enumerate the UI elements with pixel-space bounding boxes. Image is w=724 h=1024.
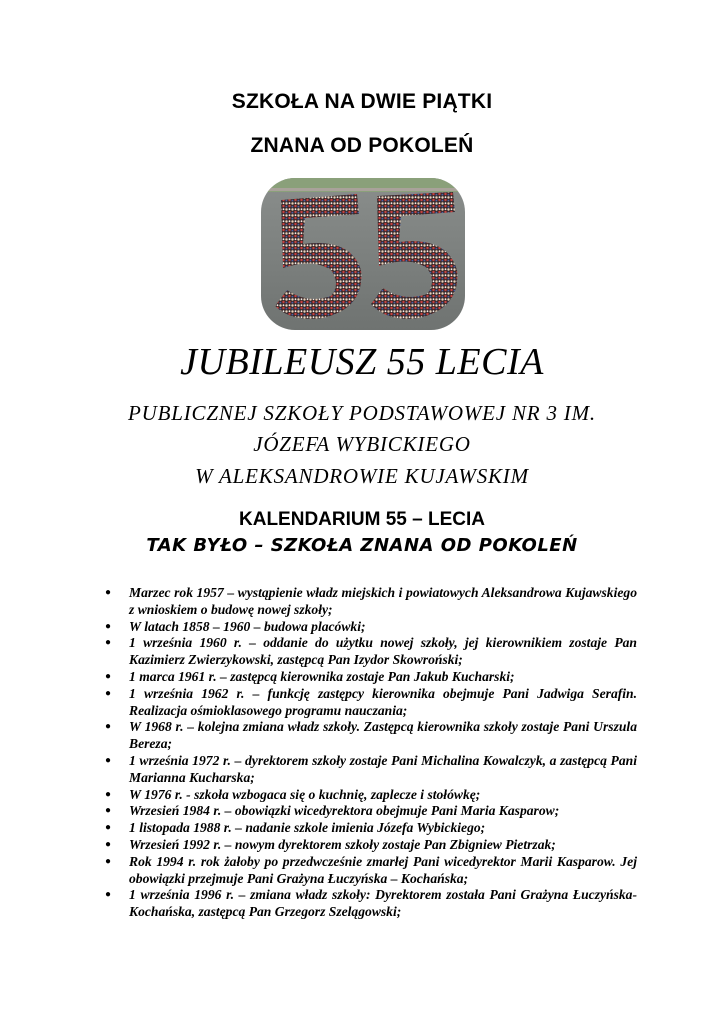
bullet-icon: ● <box>105 822 112 834</box>
event-text: Wrzesień 1984 r. – obowiązki wicedyrektora obejmuje Pani Maria Kasparow; <box>129 803 560 819</box>
list-item <box>105 787 637 804</box>
bullet-icon: ● <box>105 805 112 817</box>
list-item <box>105 803 637 820</box>
event-text: 1 marca 1961 r. – zastępcą kierownika zostaje Pan Jakub Kucharski; <box>129 668 515 684</box>
list-item <box>105 837 637 854</box>
bullet-icon: ● <box>105 620 112 632</box>
event-text: W 1968 r. – kolejna zmiana władz szkoły. Zastępcą kierownika szkoły zostaje Pani Urszula Bereza; <box>129 719 637 752</box>
bullet-icon: ● <box>105 838 112 850</box>
subtitle: TAK BYŁO – SZKOŁA ZNANA OD POKOLEŃ <box>146 535 578 556</box>
bullet-icon: ● <box>105 855 112 867</box>
event-text: 1 września 1972 r. – dyrektorem szkoły zostaje Pani Michalina Kowalczyk, a zastępcą Pani Marianna Kucharska; <box>129 752 637 785</box>
list-item <box>105 854 637 888</box>
event-text: W 1976 r. - szkoła wzbogaca się o kuchnię, zaplecze i stołówkę; <box>129 786 481 802</box>
event-text: W latach 1858 – 1960 – budowa placówki; <box>129 618 366 634</box>
school-photo <box>261 178 465 330</box>
bullet-icon: ● <box>105 889 112 901</box>
jubilee-title: JUBILEUSZ 55 LECIA <box>180 341 544 383</box>
bullet-icon: ● <box>105 670 112 682</box>
event-text: Wrzesień 1992 r. – nowym dyrektorem szkoły zostaje Pan Zbigniew Pietrzak; <box>129 836 556 852</box>
list-item <box>105 585 637 619</box>
list-item <box>105 686 637 720</box>
list-item <box>105 719 637 753</box>
bullet-icon: ● <box>105 788 112 800</box>
list-item <box>105 635 637 669</box>
bullet-icon: ● <box>105 687 112 699</box>
school-name-line-2: JÓZEFA WYBICKIEGO <box>253 432 471 456</box>
crowd-forming-55-photo-icon <box>261 178 465 330</box>
event-text: Rok 1994 r. rok żałoby po przedwcześnie zmarłej Pani wicedyrektor Marii Kasparow. Jej obowiązki przejmuje Pani Grażyna Łuczyńska – Kochańska; <box>129 853 637 886</box>
bullet-icon: ● <box>105 721 112 733</box>
event-text: 1 listopada 1988 r. – nadanie szkole imienia Józefa Wybickiego; <box>129 820 486 836</box>
heading-line-2: ZNANA OD POKOLEŃ <box>250 134 474 157</box>
list-item <box>105 753 637 787</box>
kalendarium-title: KALENDARIUM 55 – LECIA <box>239 509 485 530</box>
events-list <box>105 585 637 921</box>
event-text: Marzec rok 1957 – wystąpienie władz miejskich i powiatowych Aleksandrowa Kujawskiego z wnioskiem o budowę nowej szkoły; <box>129 585 637 617</box>
list-item <box>105 820 637 837</box>
bullet-icon: ● <box>105 637 112 649</box>
event-text: 1 września 1960 r. – oddanie do użytku nowej szkoły, jej kierownikiem zostaje Pan Kazimierz Zwierzykowski, zastępcą Pan Izydor Skowroński; <box>129 635 637 668</box>
event-text: 1 września 1996 r. – zmiana władz szkoły: Dyrektorem została Pani Grażyna Łuczyńska-Kochańska, zastępcą Pan Grzegorz Szelągowski; <box>129 887 637 920</box>
bullet-icon: ● <box>105 754 112 766</box>
bullet-icon: ● <box>105 587 112 598</box>
list-item <box>105 669 637 686</box>
list-item <box>105 887 637 921</box>
event-text: 1 września 1962 r. – funkcję zastępcy kierownika obejmuje Pani Jadwiga Serafin. Realizacja ośmioklasowego programu nauczania; <box>129 685 637 718</box>
list-item <box>105 619 637 636</box>
school-name-line-1: PUBLICZNEJ SZKOŁY PODSTAWOWEJ NR 3 IM. <box>128 401 596 425</box>
heading-line-1: SZKOŁA NA DWIE PIĄTKI <box>231 90 493 113</box>
school-name-line-3: W ALEKSANDROWIE KUJAWSKIM <box>195 464 529 488</box>
